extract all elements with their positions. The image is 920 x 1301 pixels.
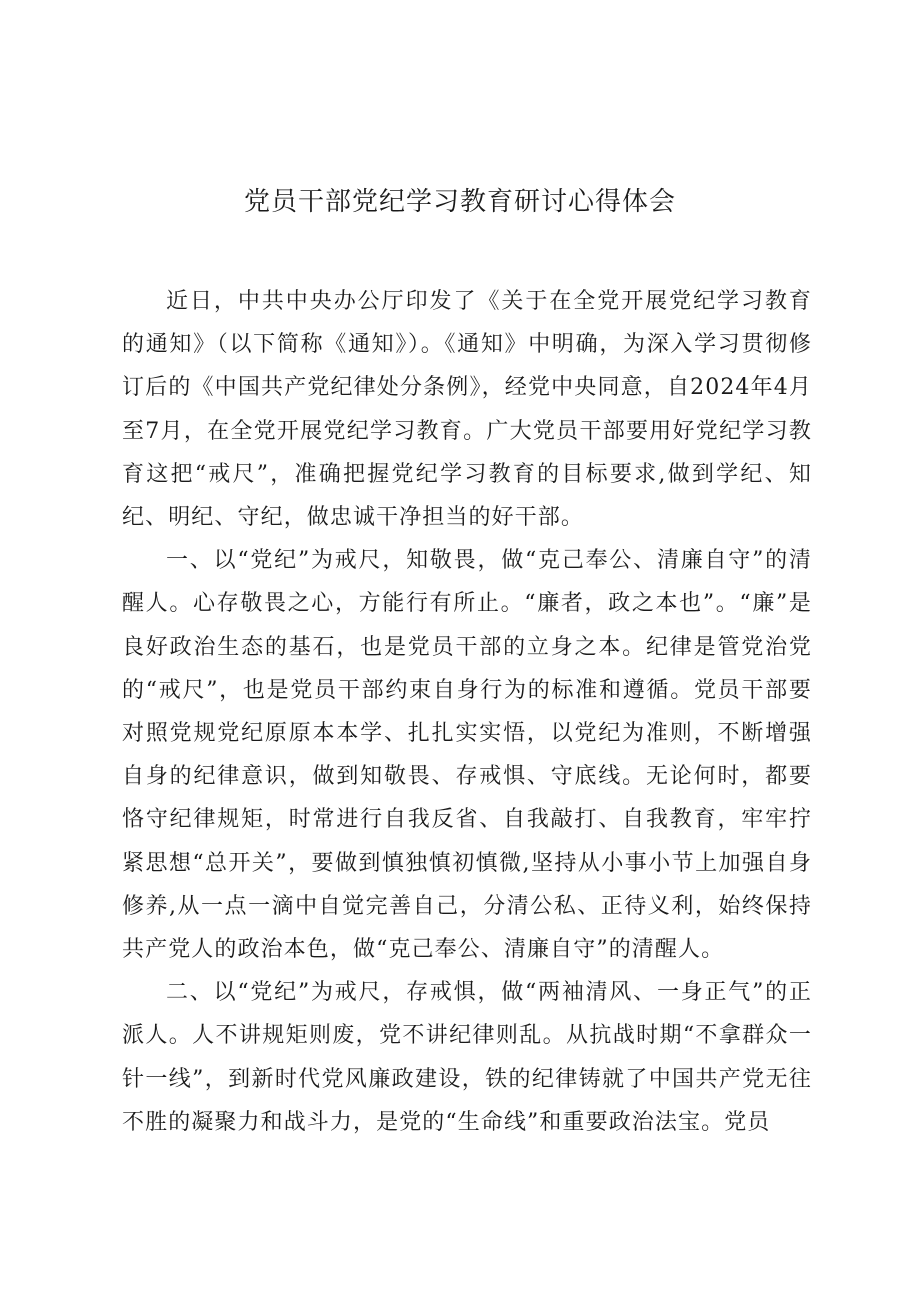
document-body [122,280,812,1144]
paragraph-section-two: 二、以“党纪”为戒尺，存戒惧，做“两袖清风、一身正气”的正派人。人不讲规矩则废，党不讲纪律则乱。从抗战时期“不拿群众一针一线”，到新时代党风廉政建设，铁的纪律铸就了中国共产党无往不胜的凝聚力和战斗力，是党的“生命线”和重要政治法宝。党员 [122,980,812,1135]
paragraph-intro: 近日，中共中央办公厅印发了《关于在全党开展党纪学习教育的通知》（以下简称《通知》）。《通知》中明确，为深入学习贯彻修订后的《中国共产党纪律处分条例》，经党中央同意，自2024年4月至7月，在全党开展党纪学习教育。广大党员干部要用好党纪学习教育这把“戒尺”，准确把握党纪学习教育的目标要求,做到学纪、知纪、明纪、守纪，做忠诚干净担当的好干部。 [122,289,812,531]
paragraph-section-one: 一、以“党纪”为戒尺，知敬畏，做“克己奉公、清廉自守”的清醒人。心存敬畏之心，方能行有所止。“廉者，政之本也”。“廉”是良好政治生态的基石，也是党员干部的立身之本。纪律是管党治党的“戒尺”，也是党员干部约束自身行为的标准和遵循。党员干部要对照党规党纪原原本本学、扎扎实实悟，以党纪为准则，不断增强自身的纪律意识，做到知敬畏、存戒惧、守底线。无论何时，都要恪守纪律规矩，时常进行自我反省、自我敲打、自我教育，牢牢拧紧思想“总开关”，要做到慎独慎初慎微,坚持从小事小节上加强自身修养,从一点一滴中自觉完善自己，分清公私、正待义利，始终保持共产党人的政治本色，做“克己奉公、清廉自守”的清醒人。 [122,548,812,963]
document-title: 党员干部党纪学习教育研讨心得体会 [243,187,676,217]
